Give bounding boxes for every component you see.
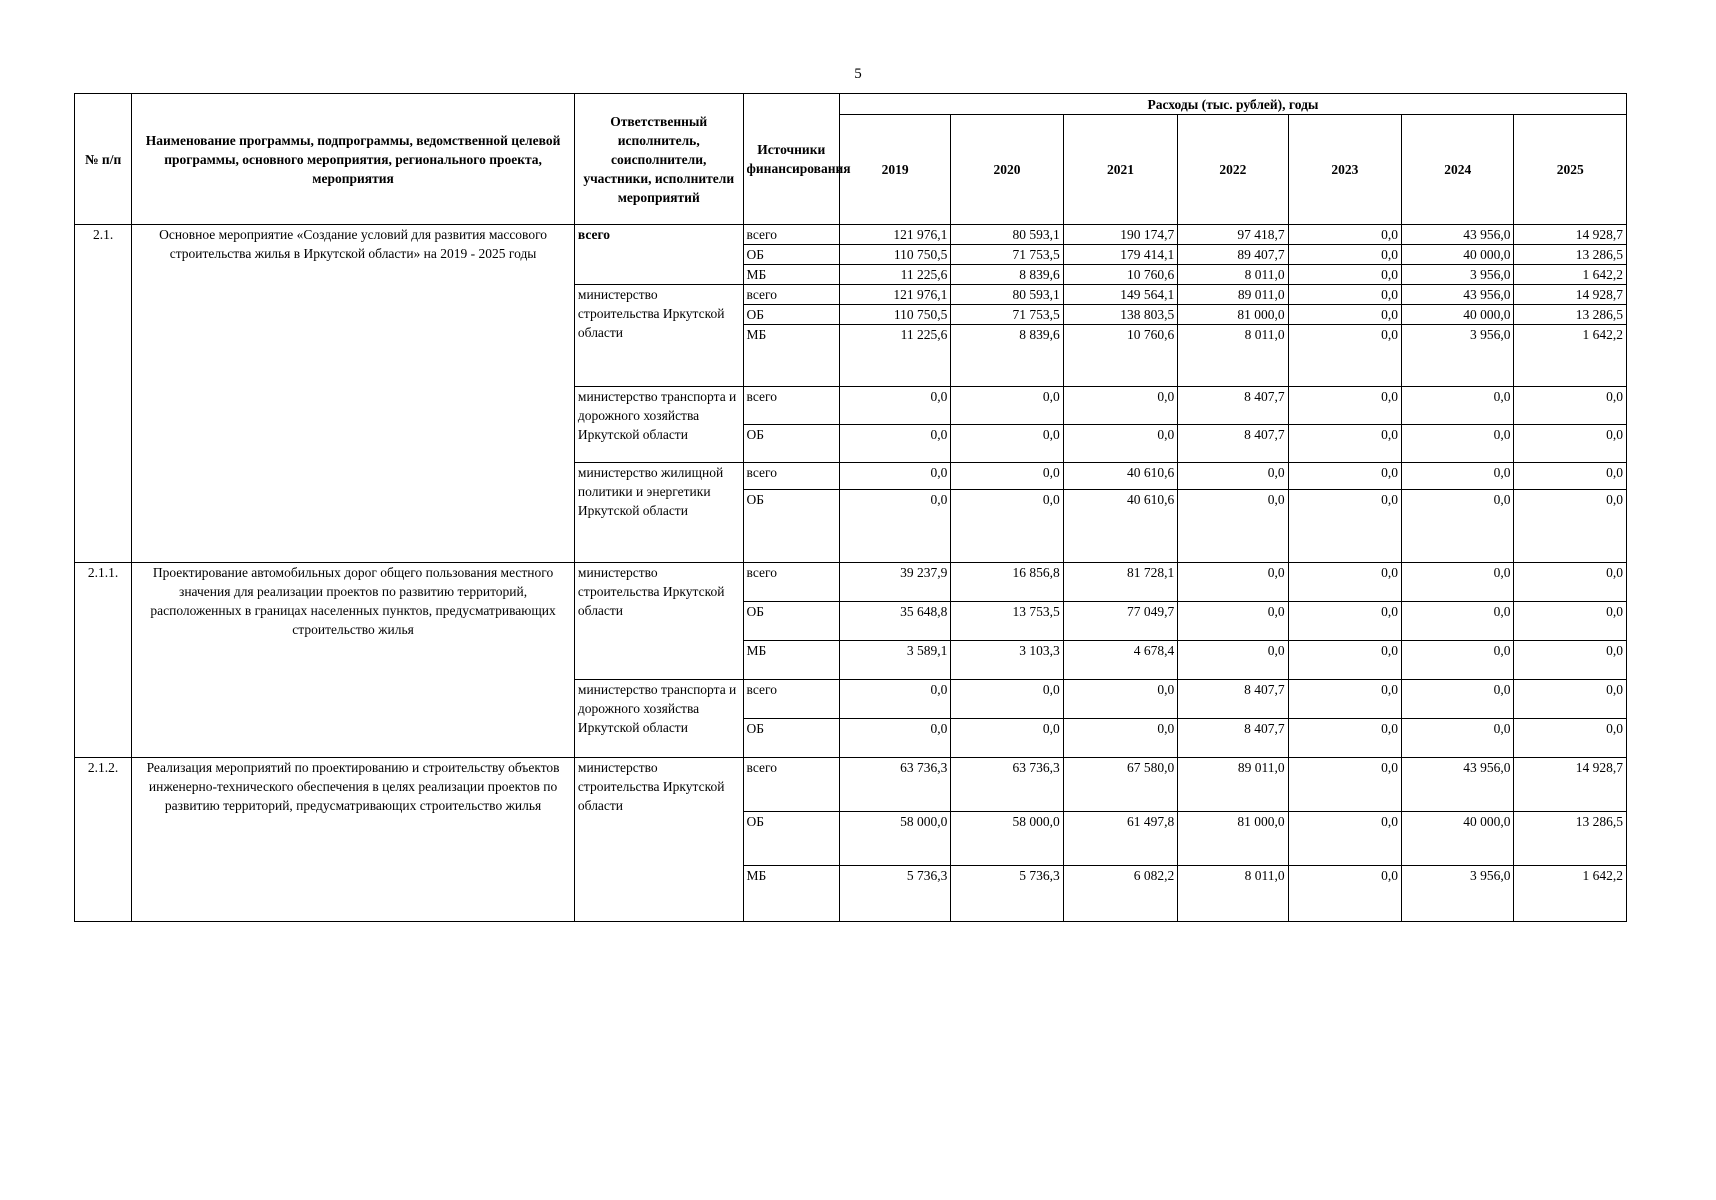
value-cell-2019: 121 976,1 — [839, 285, 950, 305]
value-cell-2021: 10 760,6 — [1063, 265, 1177, 285]
source-cell: всего — [743, 225, 839, 245]
executor-cell: министерство жилищной политики и энергетики Иркутской области — [574, 463, 743, 563]
value-cell-2023: 0,0 — [1288, 602, 1401, 641]
header-year-2021: 2021 — [1063, 115, 1177, 225]
value-cell-2025: 0,0 — [1514, 563, 1627, 602]
value-cell-2023: 0,0 — [1288, 225, 1401, 245]
value-cell-2022: 97 418,7 — [1178, 225, 1288, 245]
value-cell-2025: 1 642,2 — [1514, 325, 1627, 387]
value-cell-2023: 0,0 — [1288, 285, 1401, 305]
value-cell-2023: 0,0 — [1288, 490, 1401, 563]
value-cell-2022: 8 407,7 — [1178, 425, 1288, 463]
header-year-2023: 2023 — [1288, 115, 1401, 225]
header-sources: Источники финансирования — [743, 94, 839, 225]
value-cell-2022: 0,0 — [1178, 602, 1288, 641]
value-cell-2021: 138 803,5 — [1063, 305, 1177, 325]
source-cell: МБ — [743, 325, 839, 387]
value-cell-2022: 8 407,7 — [1178, 387, 1288, 425]
table-row — [75, 758, 1627, 812]
value-cell-2019: 35 648,8 — [839, 602, 950, 641]
value-cell-2025: 0,0 — [1514, 463, 1627, 490]
value-cell-2022: 8 407,7 — [1178, 680, 1288, 719]
value-cell-2019: 39 237,9 — [839, 563, 950, 602]
value-cell-2022: 8 011,0 — [1178, 866, 1288, 922]
value-cell-2021: 0,0 — [1063, 719, 1177, 758]
value-cell-2023: 0,0 — [1288, 387, 1401, 425]
value-cell-2025: 0,0 — [1514, 719, 1627, 758]
item-name: Основное мероприятие «Создание условий для развития массового строительства жилья в Иркутской области» на 2019 - 2025 годы — [132, 225, 575, 563]
value-cell-2023: 0,0 — [1288, 563, 1401, 602]
value-cell-2020: 8 839,6 — [951, 265, 1063, 285]
value-cell-2025: 0,0 — [1514, 387, 1627, 425]
value-cell-2020: 71 753,5 — [951, 245, 1063, 265]
value-cell-2022: 89 011,0 — [1178, 285, 1288, 305]
executor-cell: министерство транспорта и дорожного хозяйства Иркутской области — [574, 387, 743, 463]
source-cell: ОБ — [743, 812, 839, 866]
value-cell-2023: 0,0 — [1288, 325, 1401, 387]
value-cell-2019: 110 750,5 — [839, 245, 950, 265]
value-cell-2024: 43 956,0 — [1402, 758, 1514, 812]
value-cell-2020: 63 736,3 — [951, 758, 1063, 812]
source-cell: ОБ — [743, 602, 839, 641]
value-cell-2019: 5 736,3 — [839, 866, 950, 922]
value-cell-2019: 3 589,1 — [839, 641, 950, 680]
source-cell: ОБ — [743, 719, 839, 758]
table-row — [75, 225, 1627, 245]
value-cell-2021: 40 610,6 — [1063, 490, 1177, 563]
source-cell: всего — [743, 387, 839, 425]
item-name: Проектирование автомобильных дорог общего пользования местного значения для реализации проектов по развитию территорий, расположенных в границах населенных пунктов, предусматривающих строительство жилья — [132, 563, 575, 758]
value-cell-2023: 0,0 — [1288, 265, 1401, 285]
value-cell-2025: 1 642,2 — [1514, 866, 1627, 922]
value-cell-2024: 0,0 — [1402, 602, 1514, 641]
value-cell-2022: 81 000,0 — [1178, 305, 1288, 325]
value-cell-2020: 8 839,6 — [951, 325, 1063, 387]
value-cell-2024: 0,0 — [1402, 641, 1514, 680]
source-cell: ОБ — [743, 245, 839, 265]
budget-table — [74, 93, 1627, 922]
source-cell: всего — [743, 463, 839, 490]
value-cell-2019: 63 736,3 — [839, 758, 950, 812]
value-cell-2019: 0,0 — [839, 425, 950, 463]
value-cell-2021: 0,0 — [1063, 680, 1177, 719]
value-cell-2025: 0,0 — [1514, 425, 1627, 463]
source-cell: МБ — [743, 641, 839, 680]
header-year-2019: 2019 — [839, 115, 950, 225]
header-year-2020: 2020 — [951, 115, 1063, 225]
page-number: 5 — [854, 66, 862, 82]
source-cell: всего — [743, 285, 839, 305]
executor-cell: всего — [574, 225, 743, 285]
value-cell-2019: 0,0 — [839, 463, 950, 490]
value-cell-2020: 0,0 — [951, 680, 1063, 719]
value-cell-2019: 121 976,1 — [839, 225, 950, 245]
value-cell-2019: 0,0 — [839, 387, 950, 425]
value-cell-2021: 77 049,7 — [1063, 602, 1177, 641]
value-cell-2025: 0,0 — [1514, 602, 1627, 641]
value-cell-2021: 0,0 — [1063, 387, 1177, 425]
value-cell-2025: 1 642,2 — [1514, 265, 1627, 285]
value-cell-2019: 58 000,0 — [839, 812, 950, 866]
value-cell-2019: 0,0 — [839, 490, 950, 563]
value-cell-2021: 0,0 — [1063, 425, 1177, 463]
value-cell-2024: 0,0 — [1402, 719, 1514, 758]
value-cell-2025: 14 928,7 — [1514, 758, 1627, 812]
value-cell-2024: 0,0 — [1402, 563, 1514, 602]
value-cell-2022: 8 011,0 — [1178, 265, 1288, 285]
value-cell-2021: 179 414,1 — [1063, 245, 1177, 265]
value-cell-2022: 8 407,7 — [1178, 719, 1288, 758]
value-cell-2020: 5 736,3 — [951, 866, 1063, 922]
value-cell-2019: 11 225,6 — [839, 325, 950, 387]
header-num: № п/п — [75, 94, 132, 225]
executor-cell: министерство строительства Иркутской области — [574, 758, 743, 922]
header-expenses: Расходы (тыс. рублей), годы — [839, 94, 1626, 115]
value-cell-2025: 13 286,5 — [1514, 245, 1627, 265]
value-cell-2020: 0,0 — [951, 490, 1063, 563]
table-header — [75, 94, 1627, 225]
header-year-2025: 2025 — [1514, 115, 1627, 225]
value-cell-2020: 0,0 — [951, 719, 1063, 758]
value-cell-2024: 3 956,0 — [1402, 265, 1514, 285]
value-cell-2020: 16 856,8 — [951, 563, 1063, 602]
value-cell-2021: 61 497,8 — [1063, 812, 1177, 866]
value-cell-2022: 89 407,7 — [1178, 245, 1288, 265]
value-cell-2024: 3 956,0 — [1402, 866, 1514, 922]
table-row — [75, 563, 1627, 602]
value-cell-2024: 43 956,0 — [1402, 285, 1514, 305]
value-cell-2024: 40 000,0 — [1402, 812, 1514, 866]
value-cell-2023: 0,0 — [1288, 425, 1401, 463]
source-cell: всего — [743, 563, 839, 602]
header-responsible: Ответственный исполнитель, соисполнители, участники, исполнители мероприятий — [574, 94, 743, 225]
source-cell: ОБ — [743, 305, 839, 325]
value-cell-2025: 14 928,7 — [1514, 225, 1627, 245]
value-cell-2022: 8 011,0 — [1178, 325, 1288, 387]
value-cell-2020: 0,0 — [951, 463, 1063, 490]
value-cell-2021: 10 760,6 — [1063, 325, 1177, 387]
value-cell-2022: 0,0 — [1178, 641, 1288, 680]
item-number: 2.1. — [75, 225, 132, 563]
value-cell-2025: 0,0 — [1514, 641, 1627, 680]
value-cell-2019: 11 225,6 — [839, 265, 950, 285]
value-cell-2023: 0,0 — [1288, 719, 1401, 758]
source-cell: всего — [743, 758, 839, 812]
item-name: Реализация мероприятий по проектированию и строительству объектов инженерно-технического обеспечения в целях реализации проектов по развитию территорий, предусматривающих строительство жилья — [132, 758, 575, 922]
item-number: 2.1.2. — [75, 758, 132, 922]
value-cell-2024: 40 000,0 — [1402, 305, 1514, 325]
value-cell-2020: 13 753,5 — [951, 602, 1063, 641]
value-cell-2019: 0,0 — [839, 719, 950, 758]
value-cell-2023: 0,0 — [1288, 245, 1401, 265]
value-cell-2022: 0,0 — [1178, 563, 1288, 602]
value-cell-2023: 0,0 — [1288, 680, 1401, 719]
value-cell-2021: 67 580,0 — [1063, 758, 1177, 812]
value-cell-2024: 0,0 — [1402, 680, 1514, 719]
value-cell-2024: 0,0 — [1402, 387, 1514, 425]
value-cell-2023: 0,0 — [1288, 812, 1401, 866]
value-cell-2023: 0,0 — [1288, 758, 1401, 812]
value-cell-2022: 0,0 — [1178, 490, 1288, 563]
value-cell-2024: 3 956,0 — [1402, 325, 1514, 387]
value-cell-2023: 0,0 — [1288, 463, 1401, 490]
value-cell-2020: 3 103,3 — [951, 641, 1063, 680]
value-cell-2019: 0,0 — [839, 680, 950, 719]
value-cell-2024: 0,0 — [1402, 490, 1514, 563]
source-cell: МБ — [743, 265, 839, 285]
header-year-2022: 2022 — [1178, 115, 1288, 225]
value-cell-2020: 58 000,0 — [951, 812, 1063, 866]
value-cell-2025: 13 286,5 — [1514, 812, 1627, 866]
value-cell-2021: 4 678,4 — [1063, 641, 1177, 680]
header-name: Наименование программы, подпрограммы, ведомственной целевой программы, основного мероприятия, регионального проекта, мероприятия — [132, 94, 575, 225]
item-number: 2.1.1. — [75, 563, 132, 758]
value-cell-2020: 80 593,1 — [951, 285, 1063, 305]
executor-cell: министерство транспорта и дорожного хозяйства Иркутской области — [574, 680, 743, 758]
value-cell-2021: 6 082,2 — [1063, 866, 1177, 922]
value-cell-2023: 0,0 — [1288, 866, 1401, 922]
value-cell-2021: 40 610,6 — [1063, 463, 1177, 490]
executor-cell: министерство строительства Иркутской области — [574, 285, 743, 387]
value-cell-2022: 89 011,0 — [1178, 758, 1288, 812]
value-cell-2023: 0,0 — [1288, 305, 1401, 325]
value-cell-2020: 0,0 — [951, 425, 1063, 463]
value-cell-2021: 190 174,7 — [1063, 225, 1177, 245]
value-cell-2019: 110 750,5 — [839, 305, 950, 325]
source-cell: ОБ — [743, 425, 839, 463]
value-cell-2021: 81 728,1 — [1063, 563, 1177, 602]
value-cell-2024: 0,0 — [1402, 463, 1514, 490]
value-cell-2020: 80 593,1 — [951, 225, 1063, 245]
executor-cell: министерство строительства Иркутской области — [574, 563, 743, 680]
value-cell-2025: 0,0 — [1514, 490, 1627, 563]
source-cell: всего — [743, 680, 839, 719]
value-cell-2025: 14 928,7 — [1514, 285, 1627, 305]
value-cell-2022: 81 000,0 — [1178, 812, 1288, 866]
value-cell-2020: 0,0 — [951, 387, 1063, 425]
value-cell-2024: 0,0 — [1402, 425, 1514, 463]
source-cell: ОБ — [743, 490, 839, 563]
value-cell-2024: 40 000,0 — [1402, 245, 1514, 265]
source-cell: МБ — [743, 866, 839, 922]
value-cell-2024: 43 956,0 — [1402, 225, 1514, 245]
value-cell-2020: 71 753,5 — [951, 305, 1063, 325]
value-cell-2022: 0,0 — [1178, 463, 1288, 490]
value-cell-2025: 13 286,5 — [1514, 305, 1627, 325]
value-cell-2023: 0,0 — [1288, 641, 1401, 680]
value-cell-2021: 149 564,1 — [1063, 285, 1177, 305]
header-year-2024: 2024 — [1402, 115, 1514, 225]
value-cell-2025: 0,0 — [1514, 680, 1627, 719]
